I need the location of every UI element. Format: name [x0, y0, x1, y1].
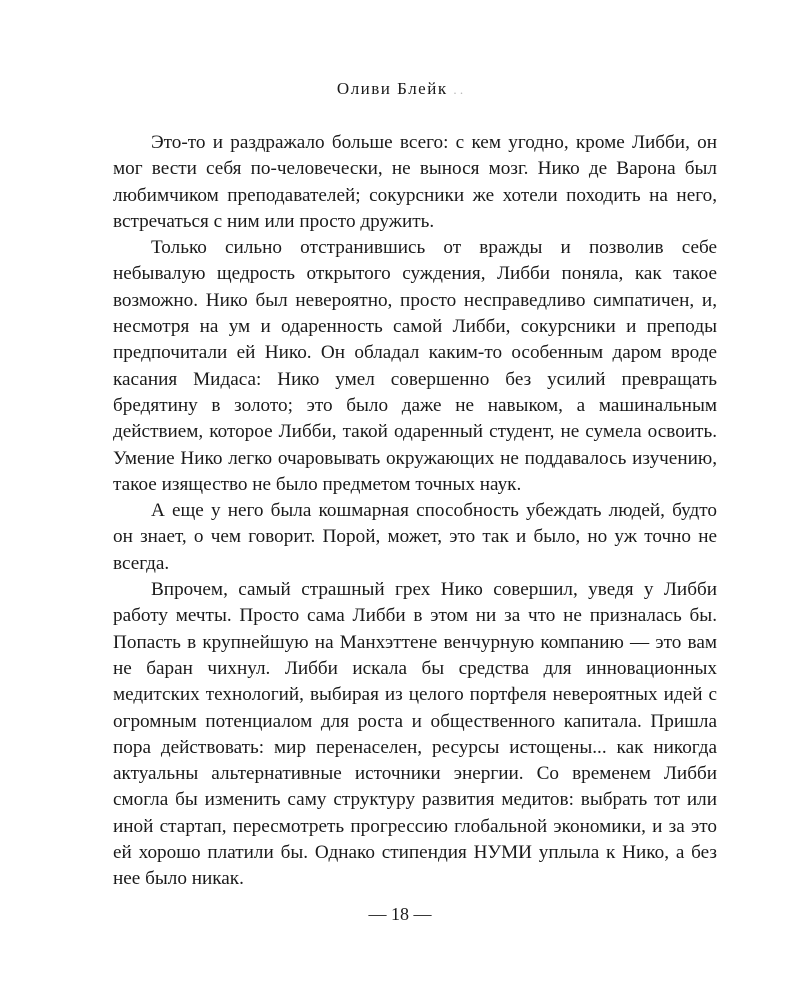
- body-text: [113, 130, 717, 893]
- paragraph-4: Впрочем, самый страшный грех Нико совершил, уведя у Либби работу мечты. Просто сама Либби в этом ни за что не призналась бы. Попасть в крупнейшую на Манхэттене венчурную компанию — это вам не баран чихнул. Либби искала бы средства для инновационных медитских технологий, выбирая из целого портфеля невероятных идей с огромным потенциалом для роста и общественного капитала. Пришла пора действовать: мир перенаселен, ресурсы истощены... как никогда актуальны альтернативные источники энергии. Со временем Либби смогла бы изменить саму структуру развития медитов: выбрать тот или иной стартап, пересмотреть прогрессию глобальной экономики, и за это ей хорошо платили бы. Однако стипендия НУМИ уплыла к Нико, а без нее было никак.: [113, 579, 717, 890]
- paragraph-3: А еще у него была кошмарная способность убеждать людей, будто он знает, о чем говорит. Порой, может, это так и было, но уж точно не всегда.: [113, 500, 717, 574]
- header-dots: . .: [453, 82, 464, 97]
- page-number: — 18 —: [368, 904, 432, 924]
- paragraph-1: Это-то и раздражало больше всего: с кем угодно, кроме Либби, он мог вести себя по-человечески, не вынося мозг. Нико де Варона был любимчиком преподавателей; сокурсники же хотели походить на него, встречаться с ним или просто дружить.: [113, 132, 717, 232]
- author-name: Оливи Блейк: [336, 79, 448, 98]
- paragraph-2: Только сильно отстранившись от вражды и позволив себе небывалую щедрость открытого суждения, Либби поняла, как такое возможно. Нико был невероятно, просто несправедливо симпатичен, и, несмотря на ум и одаренность самой Либби, сокурсники и преподы предпочитали ей Нико. Он обладал каким-то особенным даром вроде касания Мидаса: Нико умел совершенно без усилий превращать бредятину в золото; это было даже не навыком, а машинальным действием, которое Либби, такой одаренный студент, не сумела освоить. Умение Нико легко очаровывать окружающих не поддавалось изучению, такое изящество не было предметом точных наук.: [113, 237, 717, 495]
- running-header: [0, 79, 800, 99]
